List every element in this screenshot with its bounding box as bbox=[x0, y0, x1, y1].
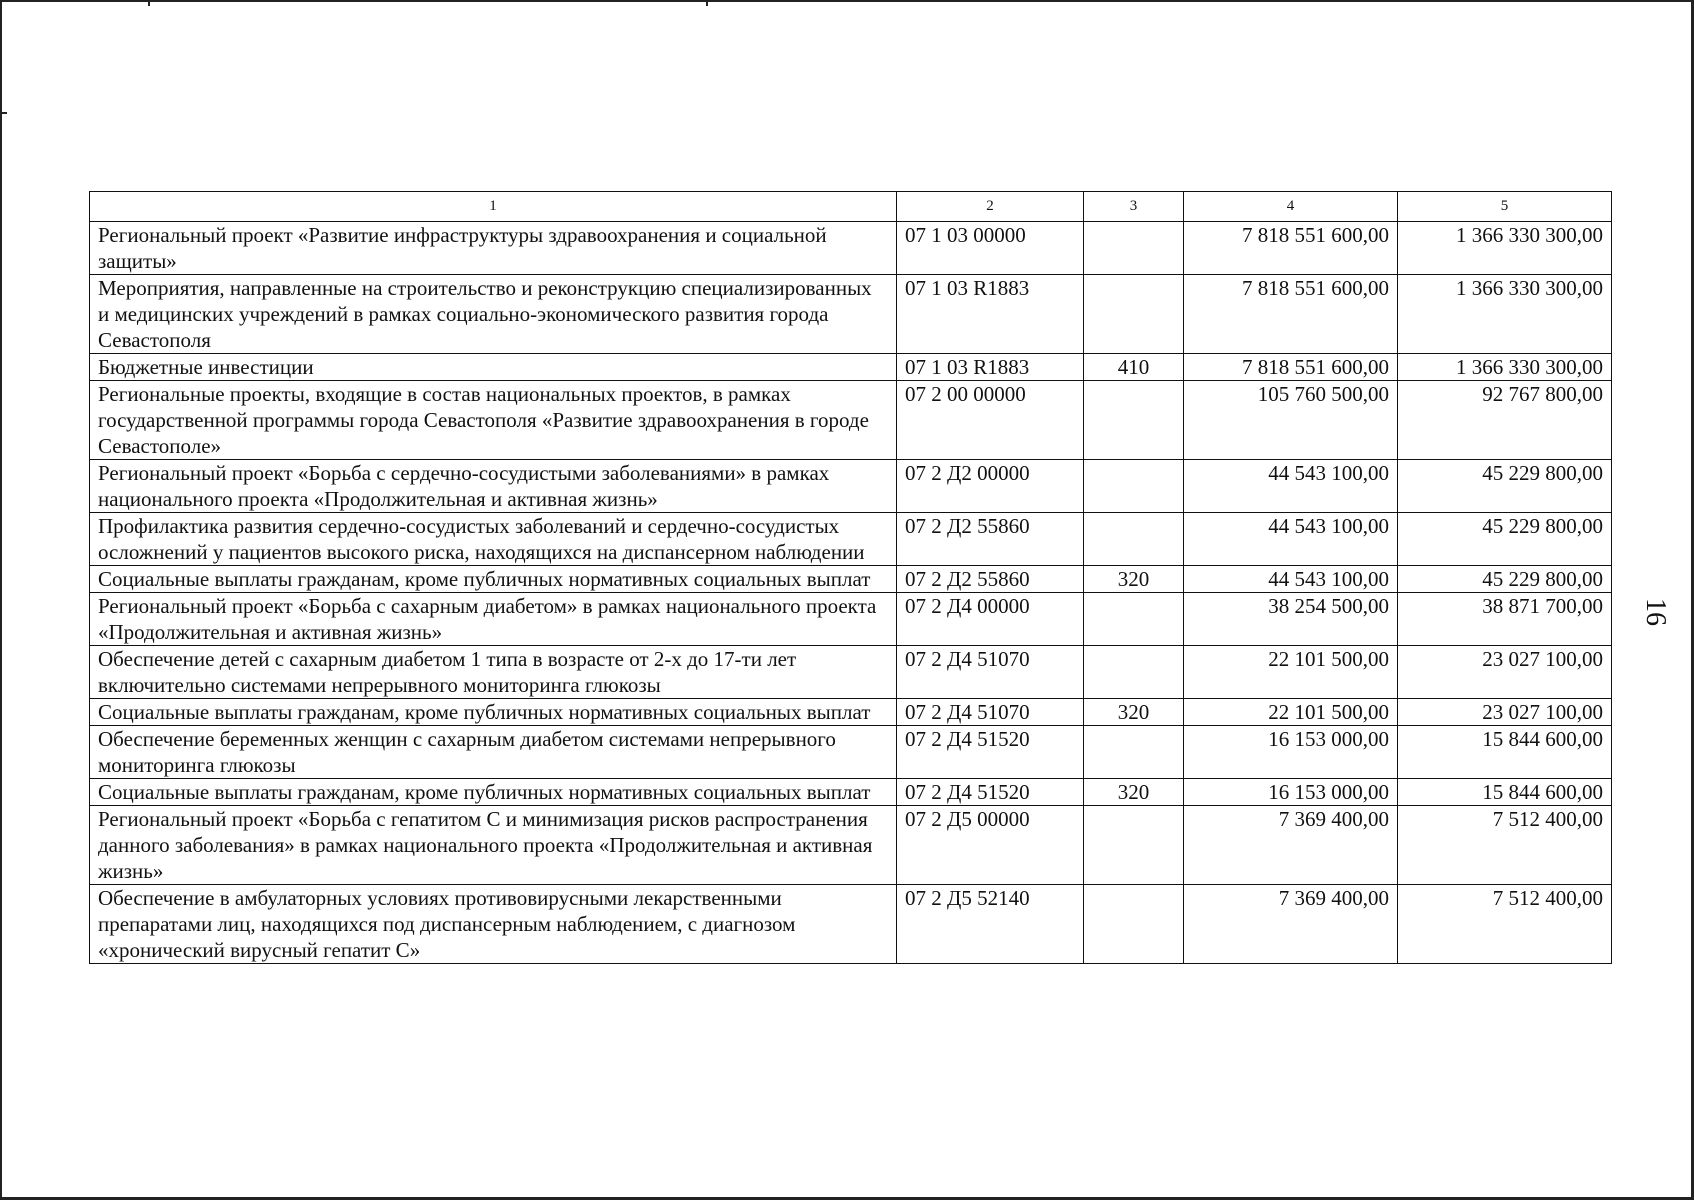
scan-mark bbox=[148, 0, 150, 6]
table-row bbox=[90, 646, 1612, 699]
row-expense-type bbox=[1084, 726, 1184, 779]
row-amount-col4: 44 543 100,00 bbox=[1184, 566, 1398, 593]
row-amount-col5: 92 767 800,00 bbox=[1398, 381, 1612, 460]
row-amount-col4: 22 101 500,00 bbox=[1184, 646, 1398, 699]
row-expense-type bbox=[1084, 513, 1184, 566]
row-expense-type: 410 bbox=[1084, 354, 1184, 381]
column-header-5: 5 bbox=[1398, 192, 1612, 222]
row-amount-col5: 1 366 330 300,00 bbox=[1398, 354, 1612, 381]
table-row bbox=[90, 806, 1612, 885]
row-name: Региональные проекты, входящие в состав национальных проектов, в рамках государственной программы города Севастополя «Развитие здравоохранения в городе Севастополе» bbox=[90, 381, 897, 460]
row-name: Региональный проект «Борьба с сердечно-сосудистыми заболеваниями» в рамках национального проекта «Продолжительная и активная жизнь» bbox=[90, 460, 897, 513]
row-amount-col4: 44 543 100,00 bbox=[1184, 513, 1398, 566]
row-amount-col4: 7 818 551 600,00 bbox=[1184, 354, 1398, 381]
row-expense-type bbox=[1084, 646, 1184, 699]
row-code: 07 1 03 00000 bbox=[897, 222, 1084, 275]
row-code: 07 1 03 R1883 bbox=[897, 354, 1084, 381]
row-expense-type: 320 bbox=[1084, 699, 1184, 726]
scan-mark bbox=[0, 112, 7, 114]
row-code: 07 2 Д4 51520 bbox=[897, 726, 1084, 779]
row-amount-col4: 7 369 400,00 bbox=[1184, 806, 1398, 885]
row-amount-col5: 15 844 600,00 bbox=[1398, 726, 1612, 779]
row-code: 07 2 Д5 00000 bbox=[897, 806, 1084, 885]
row-code: 07 2 Д4 51520 bbox=[897, 779, 1084, 806]
row-amount-col4: 105 760 500,00 bbox=[1184, 381, 1398, 460]
column-header-1: 1 bbox=[90, 192, 897, 222]
table-row bbox=[90, 885, 1612, 964]
row-amount-col4: 16 153 000,00 bbox=[1184, 779, 1398, 806]
table-row bbox=[90, 566, 1612, 593]
row-code: 07 2 Д4 51070 bbox=[897, 699, 1084, 726]
row-name: Социальные выплаты гражданам, кроме публичных нормативных социальных выплат bbox=[90, 699, 897, 726]
row-expense-type bbox=[1084, 460, 1184, 513]
row-amount-col5: 23 027 100,00 bbox=[1398, 699, 1612, 726]
row-amount-col4: 44 543 100,00 bbox=[1184, 460, 1398, 513]
row-name: Профилактика развития сердечно-сосудистых заболеваний и сердечно-сосудистых осложнений у пациентов высокого риска, находящихся на диспансерном наблюдении bbox=[90, 513, 897, 566]
row-expense-type bbox=[1084, 806, 1184, 885]
row-name: Обеспечение беременных женщин с сахарным диабетом системами непрерывного мониторинга глюкозы bbox=[90, 726, 897, 779]
scan-mark bbox=[706, 0, 708, 6]
row-amount-col4: 7 818 551 600,00 bbox=[1184, 275, 1398, 354]
budget-table bbox=[89, 191, 1612, 964]
row-name: Региональный проект «Борьба с гепатитом С и минимизация рисков распространения данного заболевания» в рамках национального проекта «Продолжительная и активная жизнь» bbox=[90, 806, 897, 885]
row-expense-type bbox=[1084, 222, 1184, 275]
row-amount-col5: 7 512 400,00 bbox=[1398, 806, 1612, 885]
row-code: 07 2 Д2 55860 bbox=[897, 566, 1084, 593]
row-amount-col4: 16 153 000,00 bbox=[1184, 726, 1398, 779]
row-amount-col5: 45 229 800,00 bbox=[1398, 460, 1612, 513]
row-code: 07 2 Д2 00000 bbox=[897, 460, 1084, 513]
row-amount-col4: 38 254 500,00 bbox=[1184, 593, 1398, 646]
row-name: Социальные выплаты гражданам, кроме публичных нормативных социальных выплат bbox=[90, 566, 897, 593]
row-amount-col5: 15 844 600,00 bbox=[1398, 779, 1612, 806]
row-name: Мероприятия, направленные на строительство и реконструкцию специализированных и медицинских учреждений в рамках социально-экономического развития города Севастополя bbox=[90, 275, 897, 354]
table-row bbox=[90, 593, 1612, 646]
row-expense-type: 320 bbox=[1084, 566, 1184, 593]
page-border-top bbox=[0, 0, 1694, 2]
column-header-4: 4 bbox=[1184, 192, 1398, 222]
row-name: Региональный проект «Развитие инфраструктуры здравоохранения и социальной защиты» bbox=[90, 222, 897, 275]
row-amount-col5: 1 366 330 300,00 bbox=[1398, 275, 1612, 354]
row-code: 07 2 Д5 52140 bbox=[897, 885, 1084, 964]
row-expense-type bbox=[1084, 381, 1184, 460]
row-amount-col5: 23 027 100,00 bbox=[1398, 646, 1612, 699]
row-name: Бюджетные инвестиции bbox=[90, 354, 897, 381]
column-header-3: 3 bbox=[1084, 192, 1184, 222]
table-row bbox=[90, 513, 1612, 566]
row-name: Социальные выплаты гражданам, кроме публичных нормативных социальных выплат bbox=[90, 779, 897, 806]
table-row bbox=[90, 726, 1612, 779]
row-code: 07 1 03 R1883 bbox=[897, 275, 1084, 354]
row-expense-type: 320 bbox=[1084, 779, 1184, 806]
table-row bbox=[90, 381, 1612, 460]
row-amount-col5: 45 229 800,00 bbox=[1398, 566, 1612, 593]
page-border-left bbox=[0, 0, 2, 1200]
row-amount-col4: 7 369 400,00 bbox=[1184, 885, 1398, 964]
row-code: 07 2 Д4 00000 bbox=[897, 593, 1084, 646]
table-row bbox=[90, 354, 1612, 381]
column-header-2: 2 bbox=[897, 192, 1084, 222]
row-code: 07 2 Д2 55860 bbox=[897, 513, 1084, 566]
row-code: 07 2 00 00000 bbox=[897, 381, 1084, 460]
row-amount-col4: 22 101 500,00 bbox=[1184, 699, 1398, 726]
row-code: 07 2 Д4 51070 bbox=[897, 646, 1084, 699]
row-name: Региональный проект «Борьба с сахарным диабетом» в рамках национального проекта «Продолжительная и активная жизнь» bbox=[90, 593, 897, 646]
row-expense-type bbox=[1084, 885, 1184, 964]
row-amount-col5: 1 366 330 300,00 bbox=[1398, 222, 1612, 275]
table-row bbox=[90, 222, 1612, 275]
row-amount-col4: 7 818 551 600,00 bbox=[1184, 222, 1398, 275]
page-number: 16 bbox=[1640, 598, 1671, 626]
row-amount-col5: 45 229 800,00 bbox=[1398, 513, 1612, 566]
row-name: Обеспечение в амбулаторных условиях противовирусными лекарственными препаратами лиц, находящихся под диспансерным наблюдением, с диагнозом «хронический вирусный гепатит С» bbox=[90, 885, 897, 964]
row-amount-col5: 38 871 700,00 bbox=[1398, 593, 1612, 646]
table-row bbox=[90, 779, 1612, 806]
row-amount-col5: 7 512 400,00 bbox=[1398, 885, 1612, 964]
table-row bbox=[90, 699, 1612, 726]
table-row bbox=[90, 460, 1612, 513]
row-name: Обеспечение детей с сахарным диабетом 1 типа в возрасте от 2-х до 17-ти лет включительно системами непрерывного мониторинга глюкозы bbox=[90, 646, 897, 699]
table-row bbox=[90, 275, 1612, 354]
row-expense-type bbox=[1084, 593, 1184, 646]
row-expense-type bbox=[1084, 275, 1184, 354]
table-header-row bbox=[90, 192, 1612, 222]
